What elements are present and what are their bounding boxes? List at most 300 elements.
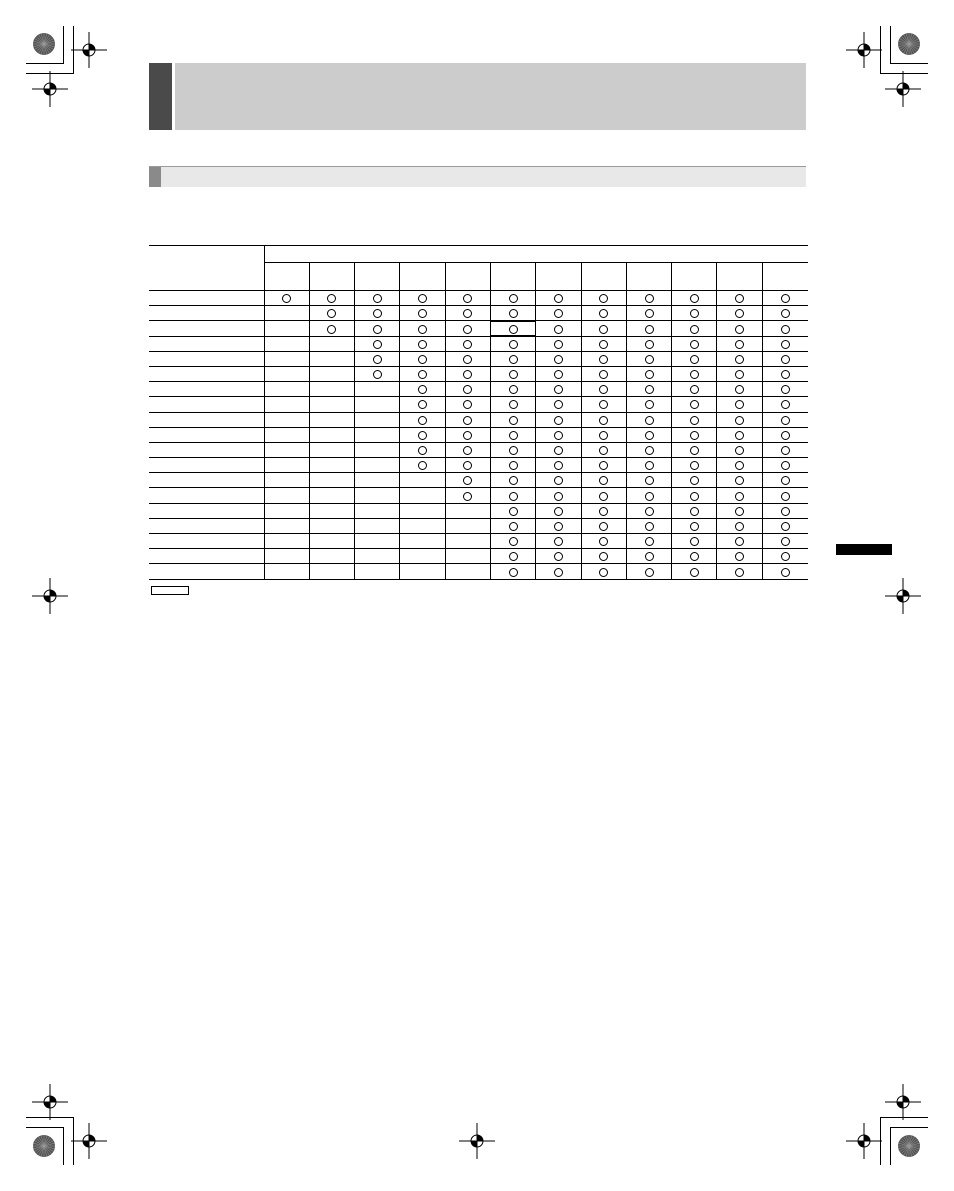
compatible-circle-icon xyxy=(599,552,608,561)
table-cell-highlighted xyxy=(490,321,535,336)
table-row xyxy=(149,564,808,579)
compatible-circle-icon xyxy=(509,325,518,334)
compatible-circle-icon xyxy=(554,370,563,379)
table-cell xyxy=(445,458,490,473)
table-cell xyxy=(445,382,490,397)
compatible-circle-icon xyxy=(599,370,608,379)
table-cell xyxy=(581,488,626,503)
table-cell xyxy=(355,549,400,564)
table-row-label xyxy=(149,564,264,579)
compatible-circle-icon xyxy=(373,325,382,334)
table-cell xyxy=(355,336,400,351)
table-column-header xyxy=(264,263,309,291)
table-cell xyxy=(309,351,354,366)
table-cell xyxy=(264,321,309,336)
compatible-circle-icon xyxy=(463,355,472,364)
table-cell xyxy=(309,427,354,442)
compatible-circle-icon xyxy=(599,385,608,394)
compatible-circle-icon xyxy=(645,416,654,425)
compatible-circle-icon xyxy=(781,400,790,409)
compatible-circle-icon xyxy=(645,355,654,364)
compatible-circle-icon xyxy=(781,355,790,364)
compatible-circle-icon xyxy=(645,340,654,349)
table-cell xyxy=(536,488,581,503)
table-cell xyxy=(536,442,581,457)
table-cell xyxy=(445,503,490,518)
table-cell xyxy=(264,564,309,579)
compatible-circle-icon xyxy=(554,476,563,485)
table-cell xyxy=(536,336,581,351)
table-cell xyxy=(717,458,762,473)
compatible-circle-icon xyxy=(690,431,699,440)
table-cell xyxy=(581,534,626,549)
table-cell xyxy=(400,412,445,427)
table-cell xyxy=(672,488,717,503)
compatible-circle-icon xyxy=(735,568,744,577)
compatible-circle-icon xyxy=(554,537,563,546)
compatible-circle-icon xyxy=(463,340,472,349)
table-cell xyxy=(626,427,671,442)
table-cell xyxy=(672,397,717,412)
compatible-circle-icon xyxy=(463,385,472,394)
table-cell xyxy=(490,503,535,518)
registration-crosshair-icon xyxy=(69,1121,109,1161)
table-cell xyxy=(672,534,717,549)
compatible-circle-icon xyxy=(463,309,472,318)
compatible-circle-icon xyxy=(554,416,563,425)
crop-mark-line xyxy=(63,1127,64,1165)
table-column-header xyxy=(762,263,807,291)
table-cell xyxy=(355,503,400,518)
table-cell xyxy=(581,549,626,564)
table-cell xyxy=(309,397,354,412)
table-row xyxy=(149,503,808,518)
compatible-circle-icon xyxy=(554,309,563,318)
compatible-circle-icon xyxy=(781,568,790,577)
table-cell xyxy=(626,382,671,397)
compatible-circle-icon xyxy=(781,537,790,546)
compatible-circle-icon xyxy=(509,568,518,577)
table-cell xyxy=(490,366,535,381)
compatible-circle-icon xyxy=(645,552,654,561)
table-cell xyxy=(717,549,762,564)
compatible-circle-icon xyxy=(418,294,427,303)
table-cell xyxy=(400,382,445,397)
table-cell xyxy=(581,427,626,442)
table-row-label xyxy=(149,518,264,533)
compatible-circle-icon xyxy=(645,537,654,546)
crop-mark-line xyxy=(880,1117,881,1165)
table-cell xyxy=(626,503,671,518)
table-row-label xyxy=(149,503,264,518)
table-column-header xyxy=(400,263,445,291)
table-cell xyxy=(445,549,490,564)
compatible-circle-icon xyxy=(418,340,427,349)
compatible-circle-icon xyxy=(735,340,744,349)
table-cell xyxy=(536,412,581,427)
compatible-circle-icon xyxy=(690,568,699,577)
compatible-circle-icon xyxy=(599,476,608,485)
compatible-circle-icon xyxy=(463,492,472,501)
compatible-circle-icon xyxy=(781,325,790,334)
compatible-circle-icon xyxy=(599,294,608,303)
table-cell xyxy=(445,366,490,381)
compatible-circle-icon xyxy=(735,294,744,303)
table-cell xyxy=(672,306,717,321)
table-cell xyxy=(490,397,535,412)
compatible-circle-icon xyxy=(509,385,518,394)
compatible-circle-icon xyxy=(781,461,790,470)
compatible-circle-icon xyxy=(690,340,699,349)
table-cell xyxy=(762,306,807,321)
compatible-circle-icon xyxy=(463,476,472,485)
compatible-circle-icon xyxy=(645,309,654,318)
table-row-label xyxy=(149,549,264,564)
compatible-circle-icon xyxy=(645,492,654,501)
compatible-circle-icon xyxy=(463,370,472,379)
table-cell xyxy=(762,397,807,412)
table-cell xyxy=(445,564,490,579)
table-cell xyxy=(581,442,626,457)
table-column-header xyxy=(581,263,626,291)
crop-mark-line xyxy=(26,73,74,74)
table-column-header xyxy=(355,263,400,291)
table-row-label xyxy=(149,442,264,457)
table-cell xyxy=(626,488,671,503)
table-cell xyxy=(400,291,445,306)
compatible-circle-icon xyxy=(554,400,563,409)
compatible-circle-icon xyxy=(735,476,744,485)
compatible-circle-icon xyxy=(735,537,744,546)
table-cell xyxy=(355,366,400,381)
table-cell xyxy=(717,397,762,412)
compatible-circle-icon xyxy=(509,431,518,440)
compatible-circle-icon xyxy=(690,492,699,501)
registration-crosshair-icon xyxy=(844,1121,884,1161)
compatible-circle-icon xyxy=(735,355,744,364)
table-cell xyxy=(400,427,445,442)
table-row xyxy=(149,306,808,321)
compatible-circle-icon xyxy=(418,416,427,425)
compatible-circle-icon xyxy=(418,370,427,379)
table-cell xyxy=(672,291,717,306)
table-cell xyxy=(264,503,309,518)
table-cell xyxy=(400,321,445,336)
table-cell xyxy=(672,549,717,564)
compatible-circle-icon xyxy=(645,325,654,334)
table-cell xyxy=(581,321,626,336)
table-cell xyxy=(490,336,535,351)
table-cell xyxy=(626,549,671,564)
compatible-circle-icon xyxy=(599,568,608,577)
table-cell xyxy=(717,473,762,488)
compatible-circle-icon xyxy=(599,446,608,455)
compatible-circle-icon xyxy=(690,537,699,546)
table-cell xyxy=(490,473,535,488)
compatible-circle-icon xyxy=(735,370,744,379)
table-cell xyxy=(264,458,309,473)
table-cell xyxy=(355,382,400,397)
compatible-circle-icon xyxy=(599,309,608,318)
table-row-label xyxy=(149,291,264,306)
compatible-circle-icon xyxy=(554,340,563,349)
registration-crosshair-icon xyxy=(457,1121,497,1161)
table-cell xyxy=(581,351,626,366)
table-row xyxy=(149,518,808,533)
crop-mark-line xyxy=(880,73,928,74)
compatible-circle-icon xyxy=(327,325,336,334)
compatible-circle-icon xyxy=(735,431,744,440)
table-cell xyxy=(536,534,581,549)
table-cell xyxy=(400,351,445,366)
table-cell xyxy=(309,412,354,427)
compatible-circle-icon xyxy=(645,370,654,379)
compatible-circle-icon xyxy=(781,522,790,531)
table-cell xyxy=(355,291,400,306)
table-cell xyxy=(264,412,309,427)
table-row-label xyxy=(149,336,264,351)
table-cell xyxy=(717,442,762,457)
table-cell xyxy=(490,291,535,306)
compatible-circle-icon xyxy=(645,400,654,409)
table-cell xyxy=(490,442,535,457)
compatible-circle-icon xyxy=(690,355,699,364)
table-cell xyxy=(762,473,807,488)
table-cell xyxy=(445,442,490,457)
table-cell xyxy=(717,382,762,397)
table-row xyxy=(149,382,808,397)
side-index-tab xyxy=(836,544,892,555)
compatible-circle-icon xyxy=(781,416,790,425)
registration-starburst-icon xyxy=(32,32,56,56)
compatible-circle-icon xyxy=(599,325,608,334)
table-cell xyxy=(490,351,535,366)
table-cell xyxy=(581,473,626,488)
table-cell xyxy=(400,366,445,381)
table-cell xyxy=(672,412,717,427)
table-cell xyxy=(626,321,671,336)
compatible-circle-icon xyxy=(554,522,563,531)
table-cell xyxy=(490,564,535,579)
compatible-circle-icon xyxy=(509,552,518,561)
registration-crosshair-icon xyxy=(30,69,70,109)
compatible-circle-icon xyxy=(781,446,790,455)
table-row-label xyxy=(149,382,264,397)
compatible-circle-icon xyxy=(690,446,699,455)
table-cell xyxy=(490,412,535,427)
compatible-circle-icon xyxy=(645,446,654,455)
compatible-circle-icon xyxy=(690,416,699,425)
compatible-circle-icon xyxy=(463,416,472,425)
compatible-circle-icon xyxy=(509,400,518,409)
table-cell xyxy=(626,458,671,473)
table-cell xyxy=(309,473,354,488)
table-cell xyxy=(309,306,354,321)
table-cell xyxy=(581,458,626,473)
table-cell xyxy=(355,458,400,473)
table-cell xyxy=(264,397,309,412)
registration-crosshair-icon xyxy=(30,576,70,616)
table-cell xyxy=(400,534,445,549)
table-cell xyxy=(355,564,400,579)
compatible-circle-icon xyxy=(509,309,518,318)
table-cell xyxy=(400,306,445,321)
table-column-header xyxy=(309,263,354,291)
table-cell xyxy=(355,473,400,488)
compatible-circle-icon xyxy=(599,431,608,440)
compatible-circle-icon xyxy=(599,340,608,349)
compatible-circle-icon xyxy=(418,461,427,470)
table-cell xyxy=(717,564,762,579)
table-row xyxy=(149,412,808,427)
crop-mark-line xyxy=(63,26,64,64)
table-cell xyxy=(626,412,671,427)
registration-crosshair-icon xyxy=(844,30,884,70)
table-cell xyxy=(762,336,807,351)
table-cell xyxy=(581,518,626,533)
table-cell xyxy=(264,351,309,366)
table-cell xyxy=(309,458,354,473)
compatible-circle-icon xyxy=(373,309,382,318)
compatible-circle-icon xyxy=(554,492,563,501)
table-cell xyxy=(672,458,717,473)
compatible-circle-icon xyxy=(735,552,744,561)
compatible-circle-icon xyxy=(373,294,382,303)
table-column-header xyxy=(672,263,717,291)
table-row-label xyxy=(149,306,264,321)
table-cell xyxy=(536,397,581,412)
table-column-header xyxy=(490,263,535,291)
table-cell xyxy=(762,321,807,336)
table-cell xyxy=(490,534,535,549)
table-cell xyxy=(400,564,445,579)
table-cell xyxy=(445,518,490,533)
table-cell xyxy=(717,321,762,336)
table-cell xyxy=(309,382,354,397)
table-cell xyxy=(717,306,762,321)
table-cell xyxy=(309,534,354,549)
compatible-circle-icon xyxy=(509,446,518,455)
table-cell xyxy=(400,442,445,457)
table-cell xyxy=(581,397,626,412)
compatible-circle-icon xyxy=(509,492,518,501)
compatible-circle-icon xyxy=(509,522,518,531)
compatible-circle-icon xyxy=(554,461,563,470)
table-cell xyxy=(309,442,354,457)
table-cell xyxy=(309,366,354,381)
table-row-label xyxy=(149,397,264,412)
crop-mark-line xyxy=(73,26,74,74)
table-cell xyxy=(672,473,717,488)
table-cell xyxy=(762,564,807,579)
compatible-circle-icon xyxy=(690,476,699,485)
table-cell xyxy=(445,397,490,412)
compatible-circle-icon xyxy=(690,461,699,470)
table-cell xyxy=(581,412,626,427)
table-cell xyxy=(445,488,490,503)
compatible-circle-icon xyxy=(781,309,790,318)
table-cell xyxy=(400,458,445,473)
table-cell xyxy=(717,503,762,518)
compatible-circle-icon xyxy=(690,385,699,394)
registration-crosshair-icon xyxy=(883,1082,923,1122)
table-cell xyxy=(581,336,626,351)
compatible-circle-icon xyxy=(418,355,427,364)
table-cell xyxy=(762,549,807,564)
table-row-label xyxy=(149,321,264,336)
table-cell xyxy=(717,366,762,381)
compatible-circle-icon xyxy=(554,568,563,577)
compatible-circle-icon xyxy=(645,568,654,577)
crop-mark-line xyxy=(26,1127,64,1128)
registration-starburst-icon xyxy=(897,1134,921,1158)
table-cell xyxy=(581,366,626,381)
compatible-circle-icon xyxy=(735,446,744,455)
table-row xyxy=(149,427,808,442)
table-cell xyxy=(490,427,535,442)
table-cell xyxy=(264,488,309,503)
table-cell xyxy=(445,534,490,549)
table-cell xyxy=(672,351,717,366)
table-cell xyxy=(717,336,762,351)
compatible-circle-icon xyxy=(509,461,518,470)
compatible-circle-icon xyxy=(463,446,472,455)
registration-crosshair-icon xyxy=(69,30,109,70)
table-cell xyxy=(672,427,717,442)
table-group-header xyxy=(264,246,808,263)
table-cell xyxy=(264,336,309,351)
compatible-circle-icon xyxy=(554,431,563,440)
table-cell xyxy=(264,442,309,457)
table-cell xyxy=(355,306,400,321)
compatible-circle-icon xyxy=(599,355,608,364)
table-row xyxy=(149,488,808,503)
table-cell xyxy=(626,366,671,381)
table-cell xyxy=(355,412,400,427)
section-heading-bar xyxy=(149,166,806,187)
compatibility-table xyxy=(149,245,808,580)
table-cell xyxy=(672,366,717,381)
table-cell xyxy=(717,291,762,306)
table-cell xyxy=(536,473,581,488)
table-row-label xyxy=(149,473,264,488)
table-cell xyxy=(355,397,400,412)
table-row xyxy=(149,321,808,336)
table-row xyxy=(149,458,808,473)
table-row xyxy=(149,442,808,457)
compatible-circle-icon xyxy=(645,507,654,516)
registration-starburst-icon xyxy=(32,1134,56,1158)
table-cell xyxy=(536,321,581,336)
table-row-label xyxy=(149,488,264,503)
table-cell xyxy=(445,351,490,366)
table-cell xyxy=(309,291,354,306)
table-cell xyxy=(626,518,671,533)
registration-starburst-icon xyxy=(897,32,921,56)
compatible-circle-icon xyxy=(509,355,518,364)
table-cell xyxy=(762,382,807,397)
compatible-circle-icon xyxy=(463,431,472,440)
table-cell xyxy=(536,427,581,442)
crop-mark-line xyxy=(26,63,64,64)
compatible-circle-icon xyxy=(509,340,518,349)
table-row xyxy=(149,351,808,366)
table-cell xyxy=(626,306,671,321)
compatible-circle-icon xyxy=(735,522,744,531)
compatible-circle-icon xyxy=(509,370,518,379)
table-corner-cell xyxy=(149,246,264,291)
table-row xyxy=(149,397,808,412)
